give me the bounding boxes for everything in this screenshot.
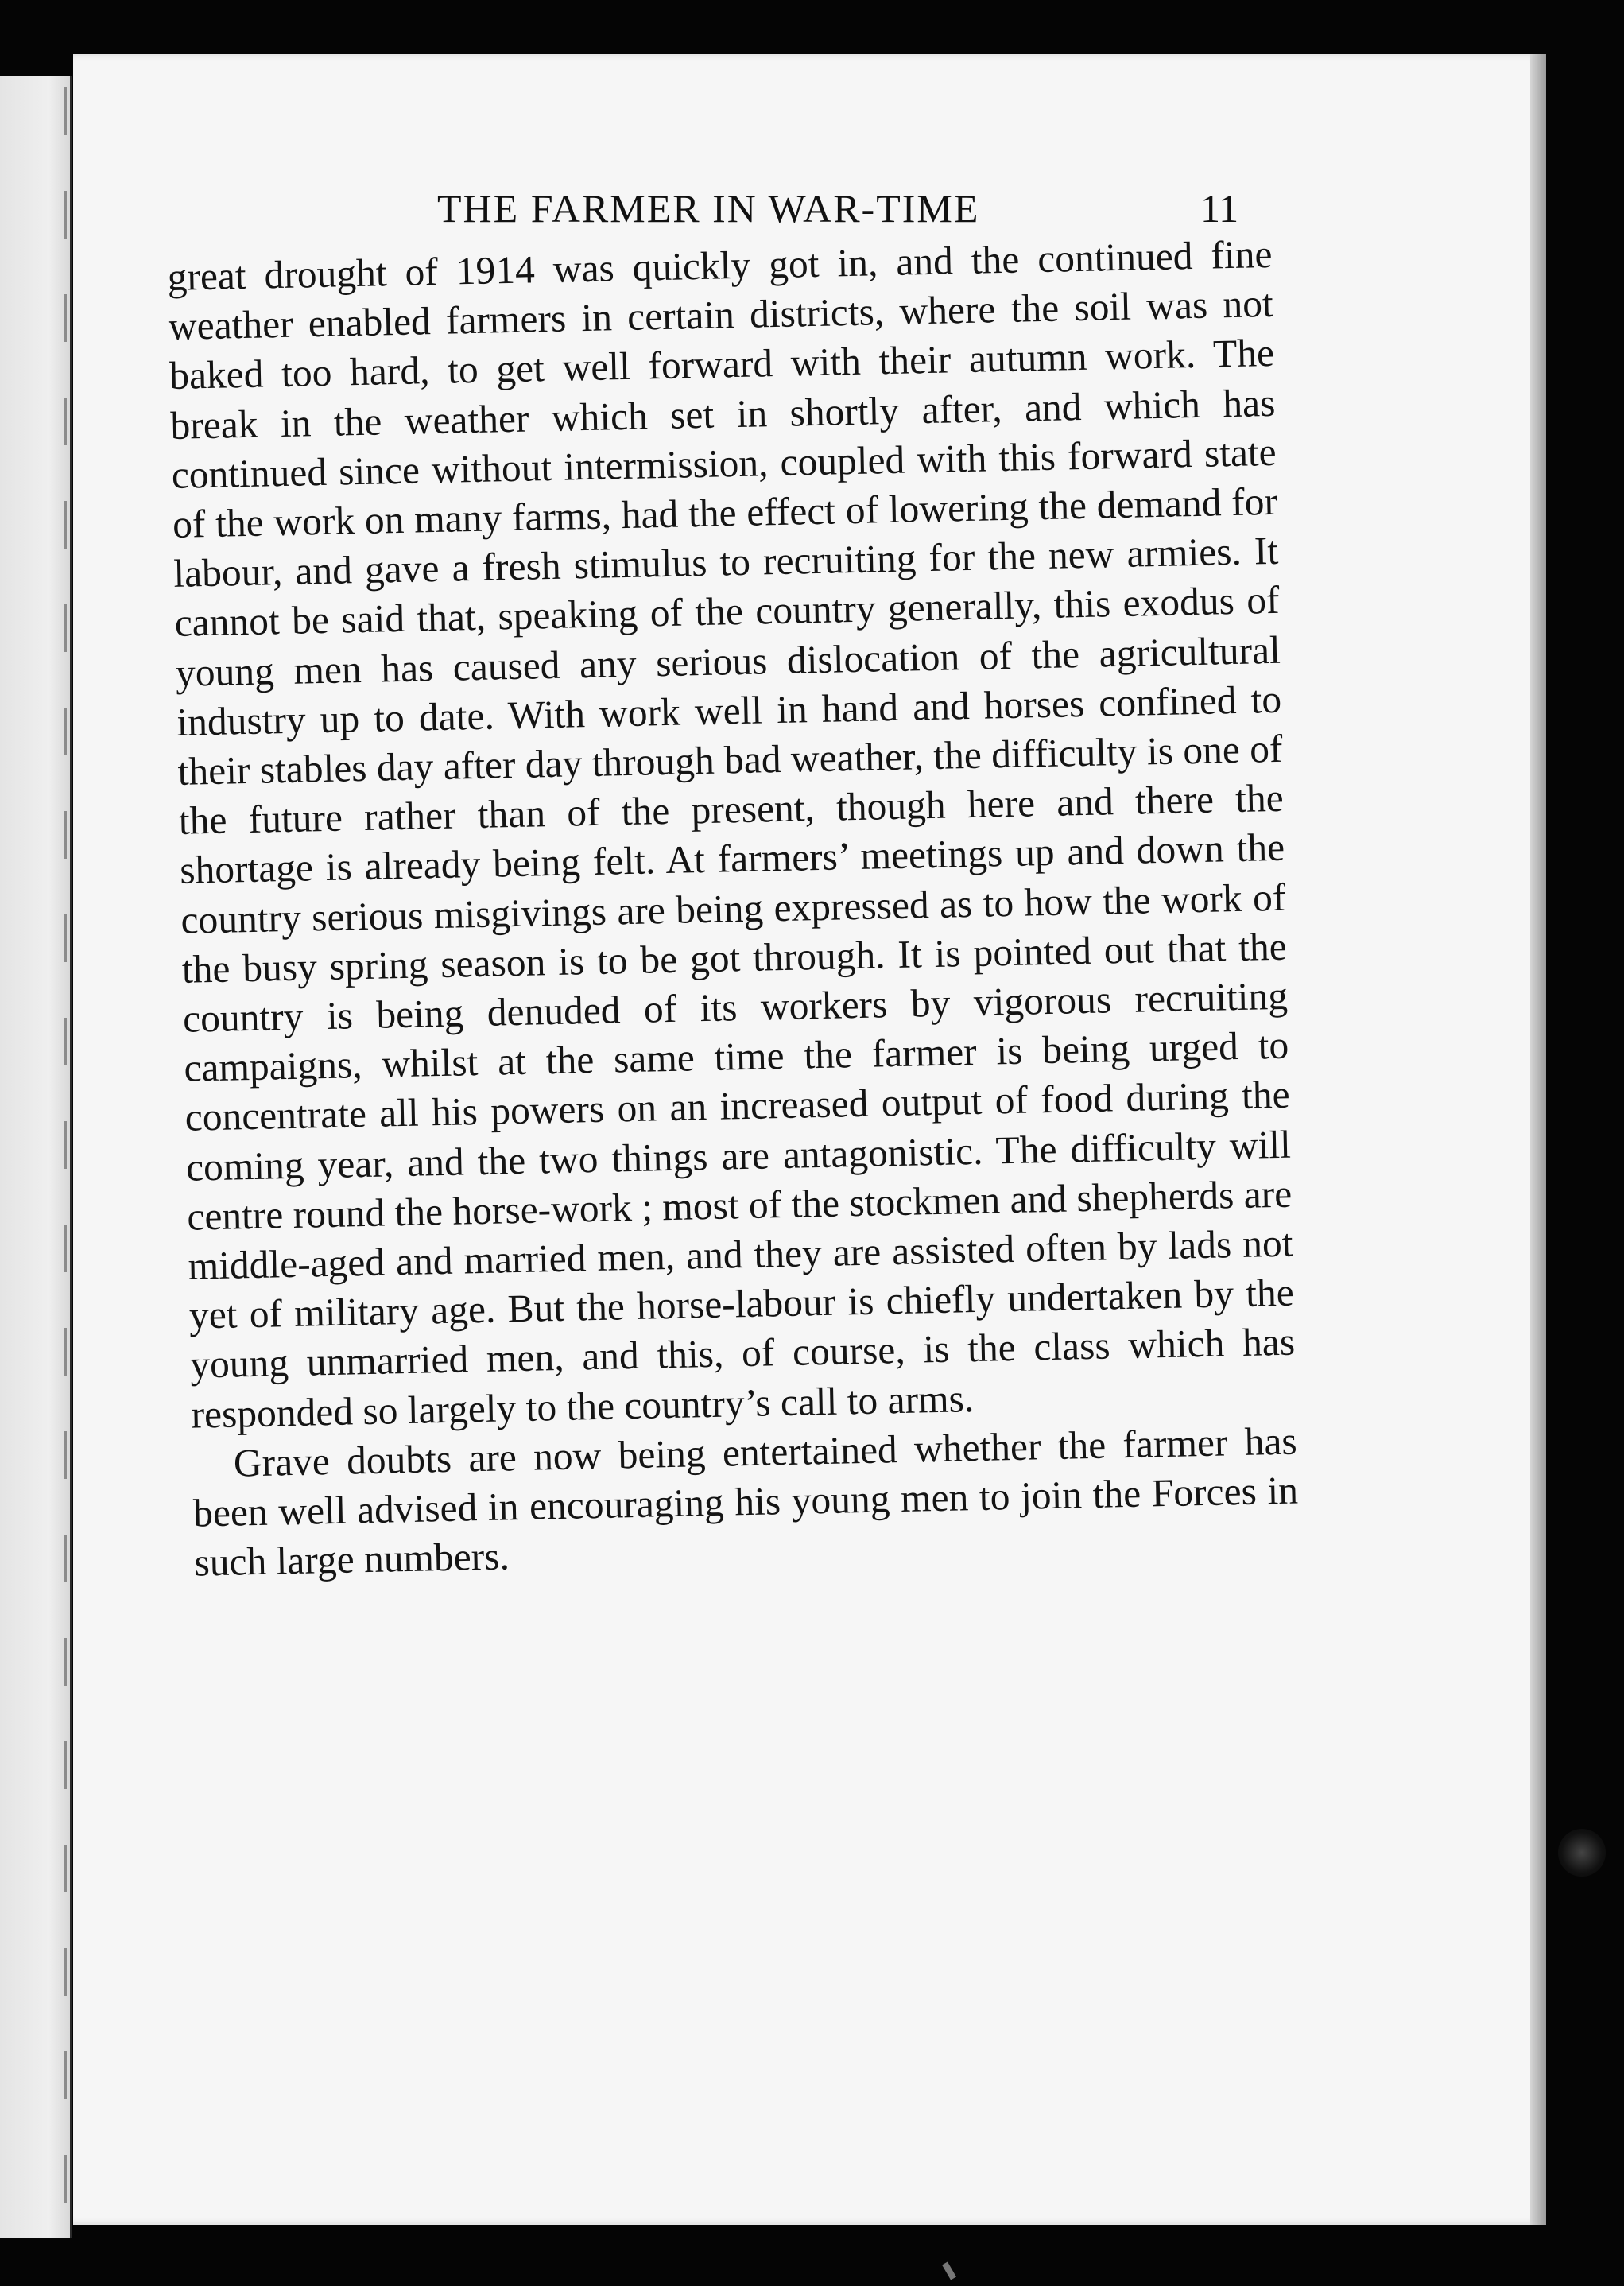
paragraph: Grave doubts are now being entertained whether the farmer has been well advised in encouraging his young men to join the Forces in such large numbers.	[192, 1419, 1299, 1585]
page-edge-shadow	[1530, 54, 1546, 2225]
book-gutter	[64, 87, 67, 2218]
running-title: THE FARMER IN WAR-TIME	[437, 186, 980, 231]
facing-page-edge	[0, 76, 72, 2238]
paragraph: great drought of 1914 was quickly got in, and the continued fine weather enabled farmers in certain districts, where the soil was not baked too hard, to get well forward with their autumn work. The break in the weather which set in shortly after, and which has continued since without intermission, coupled with this forward state of the work on many farms, had the effect of lowering the demand for labour, and gave a fresh stimulus to recruiting for the new armies. It cannot be said that, speaking of the country generally, this exodus of young men has caused any serious dislocation of the agricultural industry up to date. With work well in hand and horses confined to their stables day after day through bad weather, the difficulty is one of the future rather than of the present, though here and there the shortage is already being felt. At farmers’ meetings up and down the country serious misgivings are being expressed as to how the work of the busy spring season is to be got through. It is pointed out that the country is being denuded of its workers by vigorous recruiting campaigns, whilst at the same time the farmer is being urged to concentrate all his powers on an increased output of food during the coming year, and the two things are antagonistic. The difficulty will centre round the horse-work ; most of the stockmen and shepherds are middle-aged and married men, and they are assisted often by lads not yet of military age. But the horse-labour is chiefly undertaken by the young unmarried men, and this, of course, is the class which has responded so largely to the country’s call to arms.	[167, 231, 1296, 1437]
page-number: 11	[1200, 186, 1239, 231]
body-text	[167, 230, 1300, 1588]
scan-artifact	[1558, 1829, 1606, 1877]
